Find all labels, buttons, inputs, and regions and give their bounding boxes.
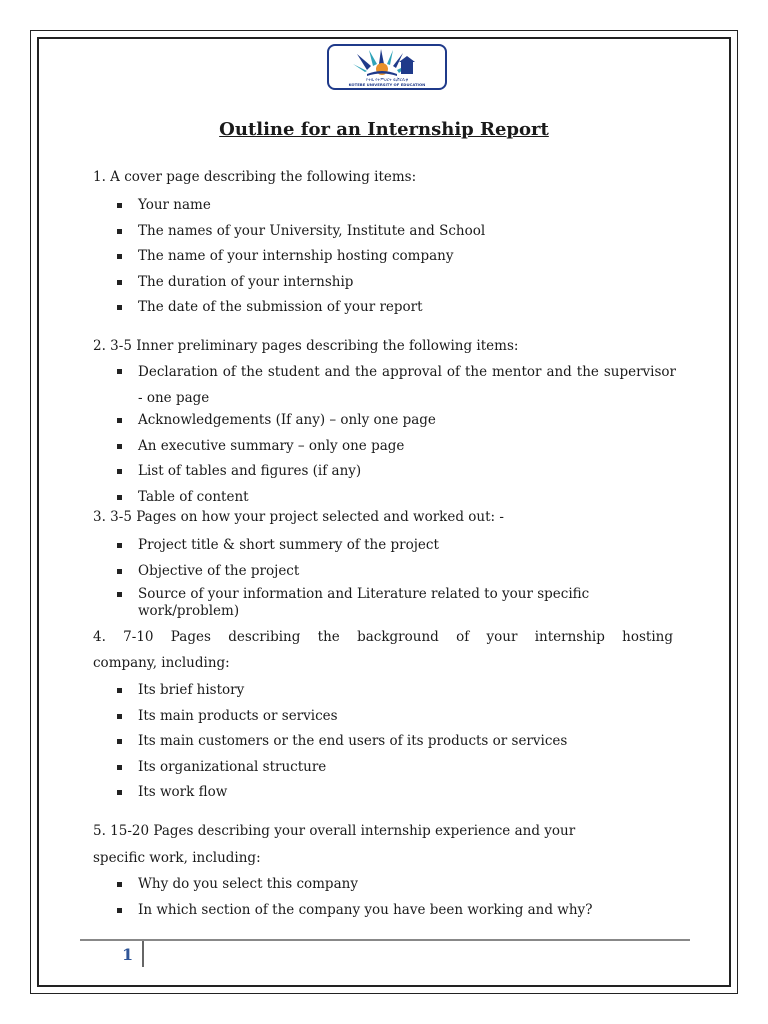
list-item: Its organizational structure bbox=[116, 757, 676, 783]
university-logo bbox=[327, 44, 447, 90]
list-item: The date of the submission of your report bbox=[116, 297, 676, 323]
list-item: Its brief history bbox=[116, 680, 676, 706]
list-item: The name of your internship hosting company bbox=[116, 246, 676, 272]
list-item: Its main customers or the end users of its products or services bbox=[116, 731, 676, 757]
section-1-heading: 1. A cover page describing the following items: bbox=[93, 169, 417, 185]
list-item: Its work flow bbox=[116, 782, 676, 808]
logo-text-english: KOTEBE UNIVERSITY OF EDUCATION bbox=[348, 82, 426, 87]
list-item: Objective of the project bbox=[116, 561, 676, 587]
section-3-list bbox=[116, 535, 676, 622]
logo-text-amharic: ኮተቤ የትምህርት ዩኒቨርሲቲ bbox=[365, 77, 409, 82]
section-2-heading: 2. 3-5 Inner preliminary pages describing the following items: bbox=[93, 338, 519, 354]
section-4-list bbox=[116, 680, 676, 808]
list-item: Declaration of the student and the approval of the mentor and the supervisor - one page bbox=[116, 359, 676, 410]
section-4-heading: 4. 7-10 Pages describing the background of your internship hosting bbox=[93, 629, 673, 645]
list-item: Table of content bbox=[116, 487, 676, 513]
section-5-heading: 5. 15-20 Pages describing your overall internship experience and your bbox=[93, 823, 576, 839]
page-number: 1 bbox=[122, 945, 134, 964]
section-4-heading-continued: company, including: bbox=[93, 655, 230, 671]
list-item: Its main products or services bbox=[116, 706, 676, 732]
section-3-heading: 3. 3-5 Pages on how your project selected and worked out: - bbox=[93, 509, 504, 525]
list-item: List of tables and figures (if any) bbox=[116, 461, 676, 487]
section-2-list bbox=[116, 359, 676, 512]
document-title: Outline for an Internship Report bbox=[219, 119, 549, 140]
list-item: Project title & short summery of the project bbox=[116, 535, 676, 561]
list-item: Source of your information and Literature related to your specific work/problem) bbox=[116, 586, 638, 622]
list-item: Acknowledgements (If any) – only one page bbox=[116, 410, 676, 436]
list-item: The duration of your internship bbox=[116, 272, 676, 298]
list-item: Why do you select this company bbox=[116, 874, 676, 900]
section-5-heading-continued: specific work, including: bbox=[93, 850, 261, 866]
section-5-list bbox=[116, 874, 676, 925]
footer-rule bbox=[80, 939, 690, 941]
list-item: Your name bbox=[116, 195, 676, 221]
page-number-divider bbox=[142, 941, 144, 967]
list-item: The names of your University, Institute and School bbox=[116, 221, 676, 247]
section-1-list bbox=[116, 195, 676, 323]
list-item: An executive summary – only one page bbox=[116, 436, 676, 462]
list-item: In which section of the company you have been working and why? bbox=[116, 900, 676, 926]
